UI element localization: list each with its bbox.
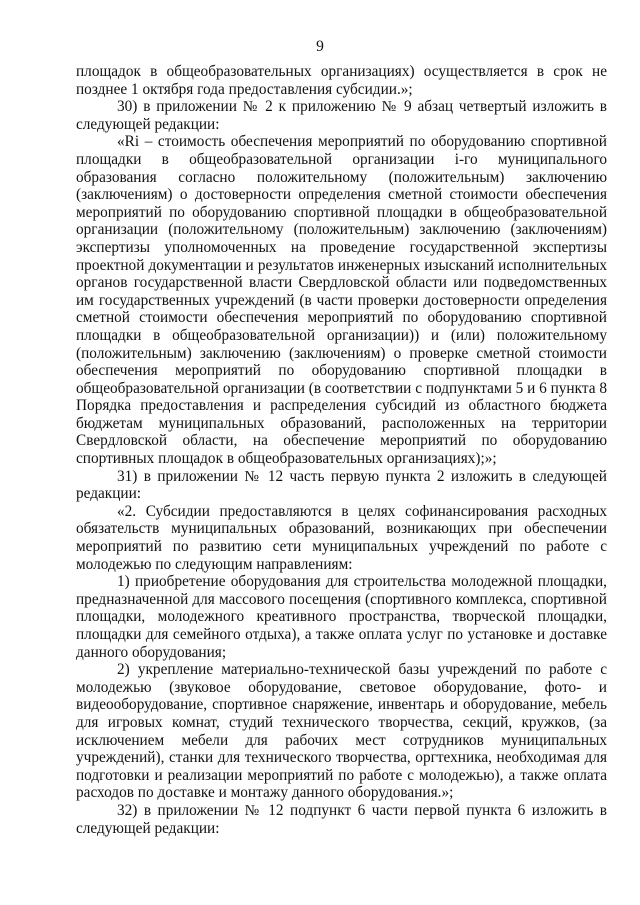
paragraph: 31) в приложении № 12 часть первую пункта 2 изложить в следующей редакции: — [76, 467, 607, 503]
paragraph: 1) приобретение оборудования для строительства молодежной площадки, предназначенной для массового посещения (спортивного комплекса, спортивной площадки, молодежного креативного пространства, творческой площадки, площадки для семейного отдыха), а также оплата услуг по установке и доставке данного оборудования; — [76, 573, 607, 661]
paragraph: 32) в приложении № 12 подпункт 6 части первой пункта 6 изложить в следующей редакции: — [76, 801, 607, 837]
paragraph: «2. Субсидии предоставляются в целях софинансирования расходных обязательств муниципальных образований, возникающих при обеспечении мероприятий по развитию сети муниципальных учреждений по работе с молодежью по следующим направлениям: — [76, 502, 607, 573]
paragraph: 2) укрепление материально-технической базы учреждений по работе с молодежью (звуковое оборудование, световое оборудование, фото- и видеооборудование, спортивное снаряжение, инвентарь и оборудование, мебель для игровых комнат, студий технического творчества, секций, кружков, (за исключением мебели для рабочих мест сотрудников муниципальных учреждений), станки для технического творчества, оргтехника, необходимая для подготовки и реализации мероприятий по работе с молодежью), а также оплата расходов по доставке и монтажу данного оборудования.»; — [76, 661, 607, 802]
paragraph: «Ri – стоимость обеспечения мероприятий по оборудованию спортивной площадки в общеобразовательной организации i-го муниципального образования согласно положительному (положительным) заключению (заключениям) о достоверности определения сметной стоимости обеспечения мероприятий по оборудованию спортивной площадки в общеобразовательной организации (положительному (положительным) заключению (заключениям) экспертизы уполномоченных на проведение государственной экспертизы проектной документации и результатов инженерных изысканий исполнительных органов государственной власти Свердловской области или подведомственных им государственных учреждений (в части проверки достоверности определения сметной стоимости обеспечения мероприятий по оборудованию спортивной площадки в общеобразовательной организации)) и (или) положительному (положительным) заключению (заключениям) о проверке сметной стоимости обеспечения мероприятий по оборудованию спортивной площадки в общеобразовательной организации (в соответствии с подпунктами 5 и 6 пункта 8 Порядка предоставления и распределения субсидий из областного бюджета бюджетам муниципальных образований, расположенных на территории Свердловской области, на обеспечение мероприятий по оборудованию спортивных площадок в общеобразовательных организациях);»; — [76, 133, 607, 468]
page-number: 9 — [316, 38, 324, 55]
document-body — [76, 63, 607, 837]
paragraph: 30) в приложении № 2 к приложению № 9 абзац четвертый изложить в следующей редакции: — [76, 98, 607, 133]
paragraph: площадок в общеобразовательных организациях) осуществляется в срок не позднее 1 октября года предоставления субсидии.»; — [76, 63, 607, 98]
